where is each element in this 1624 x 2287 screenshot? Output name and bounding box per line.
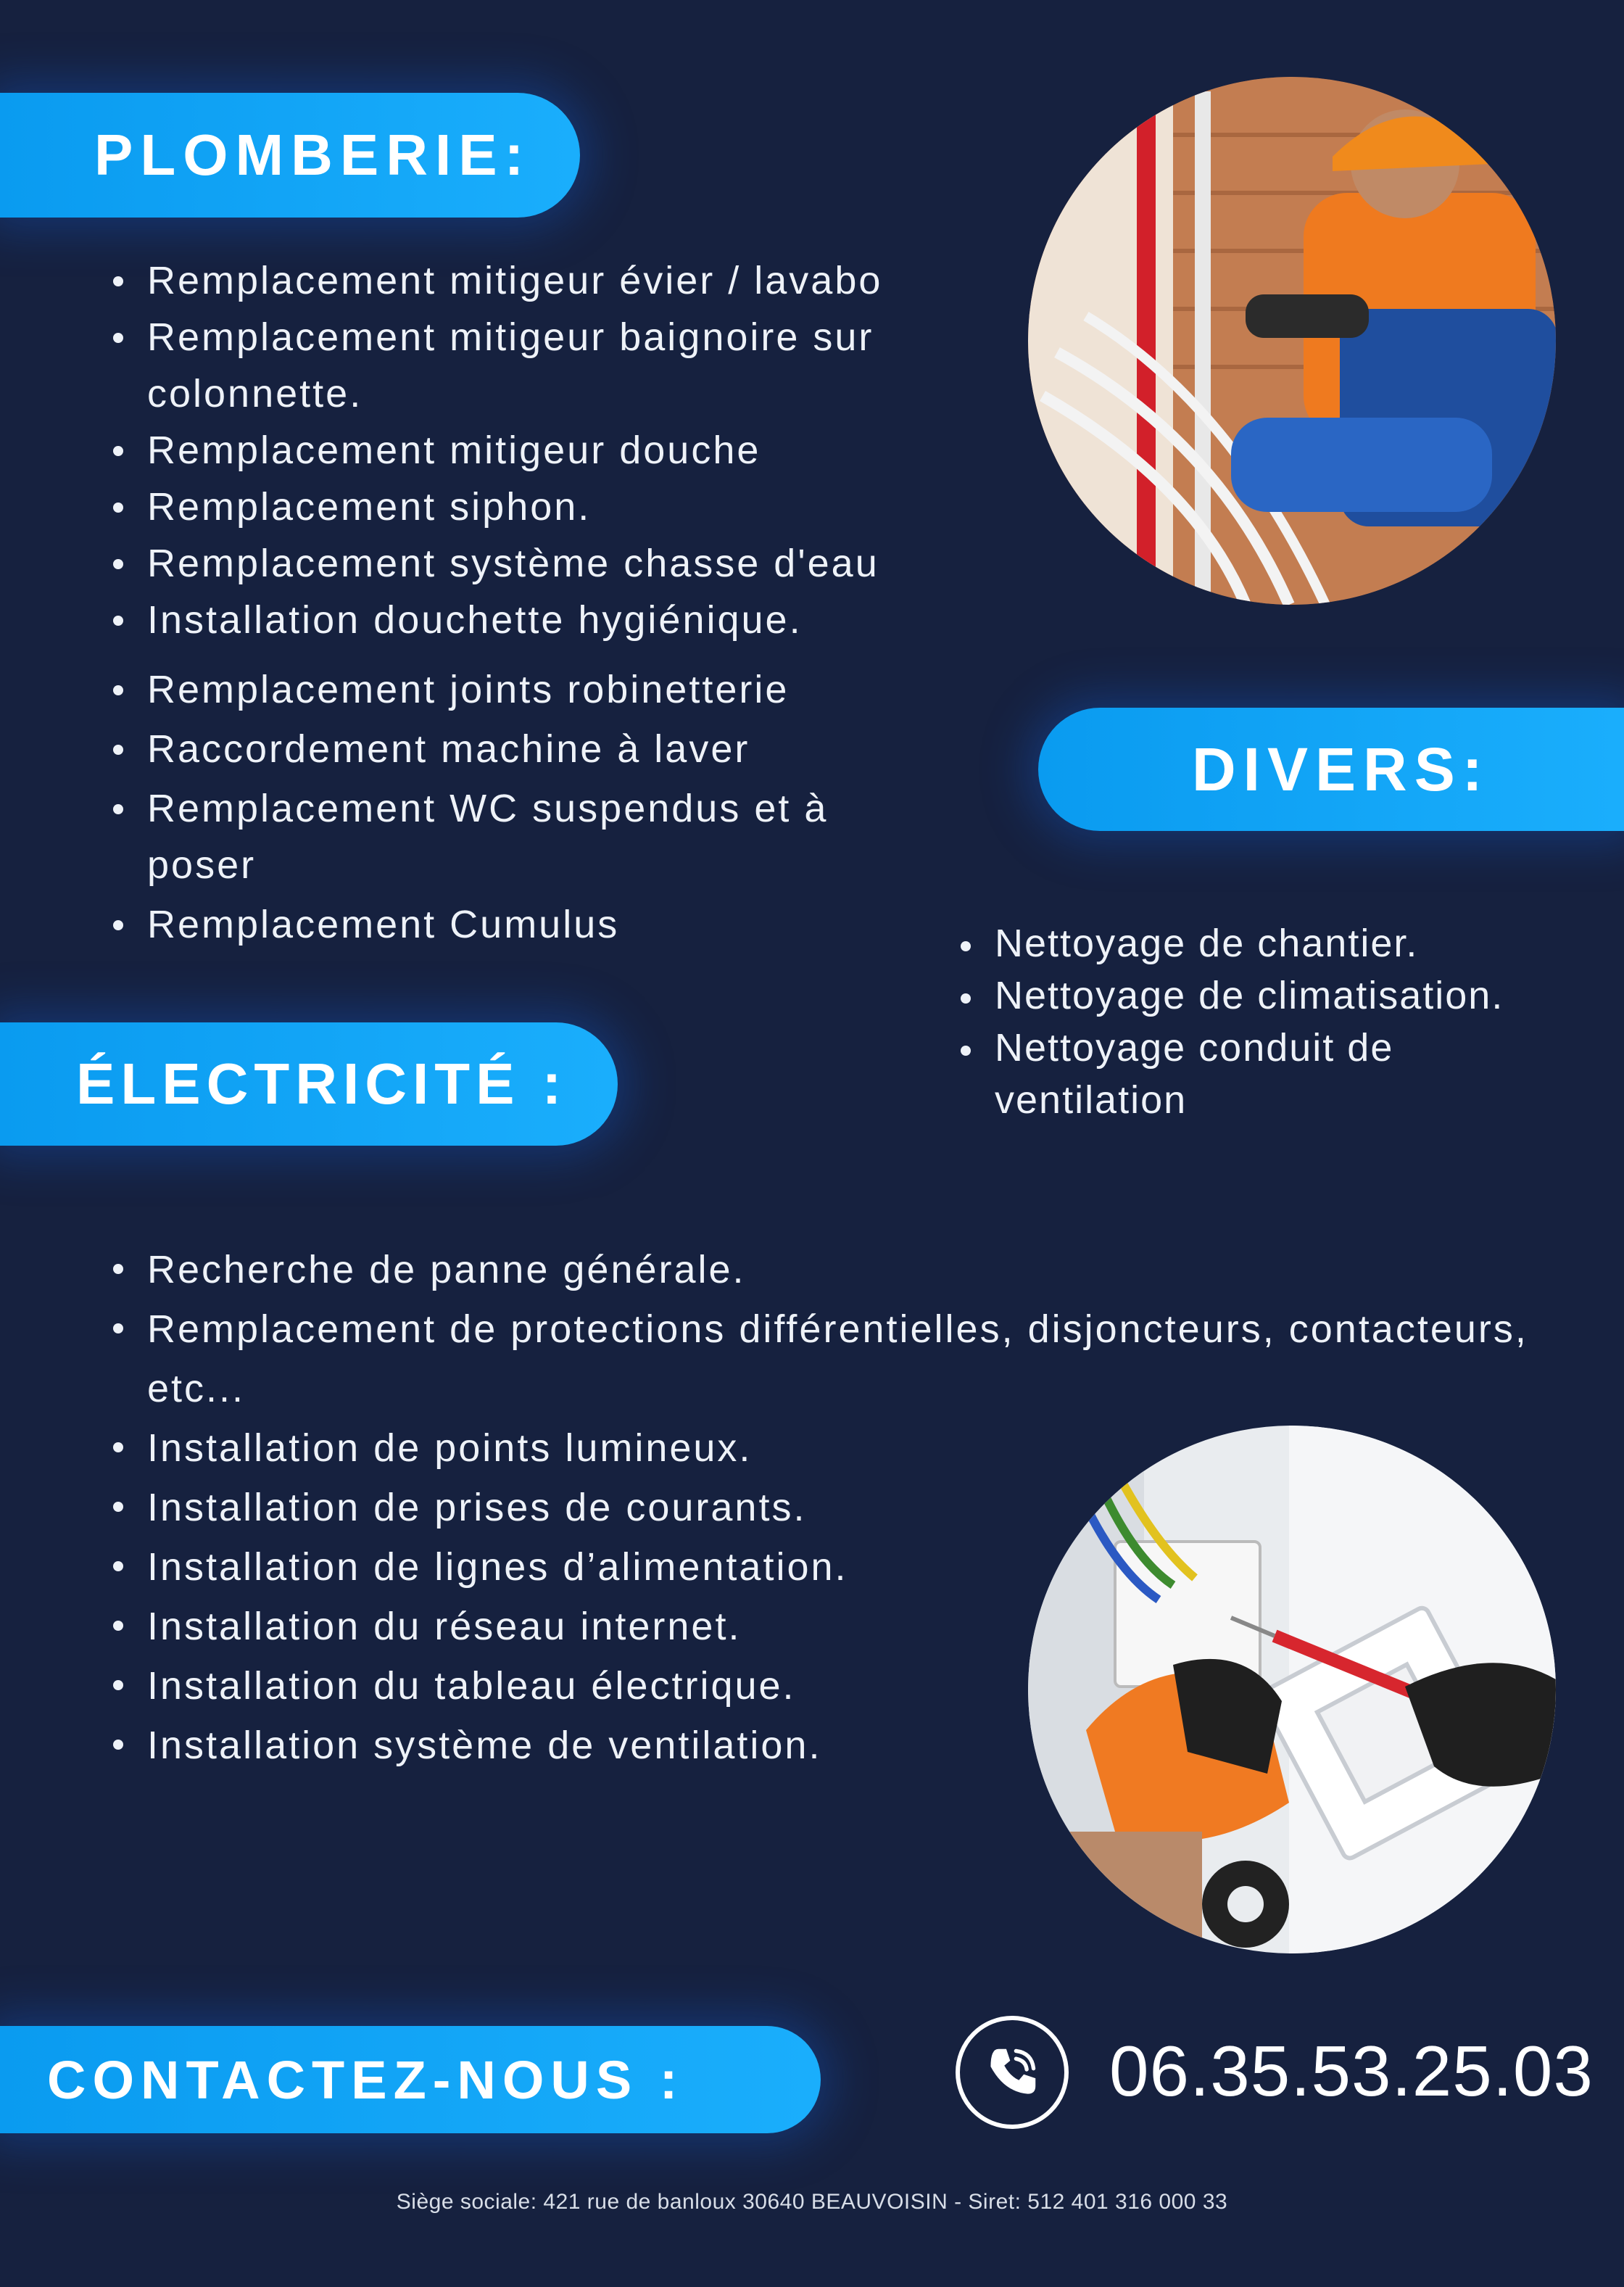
list-item: Remplacement joints robinetterie: [107, 661, 1021, 718]
list-item: Raccordement machine à laver: [107, 721, 1021, 777]
list-item: Remplacement Cumulus: [107, 896, 1021, 953]
list-item: Nettoyage de chantier.: [955, 917, 1622, 969]
electricite-banner: [0, 1022, 618, 1146]
list-item: Installation de prises de courants.: [107, 1478, 1528, 1537]
contact-title: CONTACTEZ-NOUS :: [47, 2049, 684, 2110]
divers-list: [955, 917, 1622, 1126]
divers-title: DIVERS:: [1192, 735, 1490, 803]
list-item: Remplacement mitigeur évier / lavabo: [107, 252, 1021, 309]
list-item: Installation du tableau électrique.: [107, 1656, 1528, 1716]
list-item: Installation système de ventilation.: [107, 1716, 1528, 1775]
list-item: Installation de lignes d’alimentation.: [107, 1537, 1528, 1597]
plomberie-banner: [0, 93, 580, 218]
list-item: Installation de points lumineux.: [107, 1418, 1528, 1478]
list-item: Installation du réseau internet.: [107, 1597, 1528, 1656]
list-item: Remplacement de protections différentielles, disjoncteurs, contacteurs, etc...: [107, 1299, 1568, 1418]
list-item: Remplacement système chasse d'eau: [107, 535, 1021, 592]
electricite-title: ÉLECTRICITÉ :: [76, 1051, 568, 1116]
contact-banner: [0, 2026, 821, 2133]
phone-icon-glyph: [981, 2041, 1043, 2104]
plumber-illustration: [1028, 77, 1556, 605]
list-item: Remplacement mitigeur baignoire sur colonnette.: [107, 309, 1017, 422]
phone-icon: [956, 2016, 1069, 2129]
list-item: Recherche de panne générale.: [107, 1240, 1528, 1299]
divers-banner: [1038, 708, 1624, 831]
electrician-illustration: [1028, 1426, 1556, 1953]
list-item: Remplacement siphon.: [107, 479, 1021, 535]
phone-number[interactable]: 06.35.53.25.03: [1109, 2031, 1594, 2111]
list-item: Remplacement mitigeur douche: [107, 422, 1021, 479]
list-item: Remplacement WC suspendus et à poser: [107, 780, 872, 893]
list-item: Installation douchette hygiénique.: [107, 592, 1021, 648]
list-item: Nettoyage de climatisation.: [955, 969, 1622, 1022]
plomberie-title: PLOMBERIE:: [94, 123, 531, 187]
plomberie-list: [107, 252, 1021, 953]
list-item: Nettoyage conduit de ventilation: [955, 1022, 1517, 1126]
footer-legal: Siège sociale: 421 rue de banloux 30640 BEAUVOISIN - Siret: 512 401 316 000 33: [396, 2190, 1228, 2214]
electrician-photo: [1028, 1426, 1556, 1953]
plumber-photo: [1028, 77, 1556, 605]
